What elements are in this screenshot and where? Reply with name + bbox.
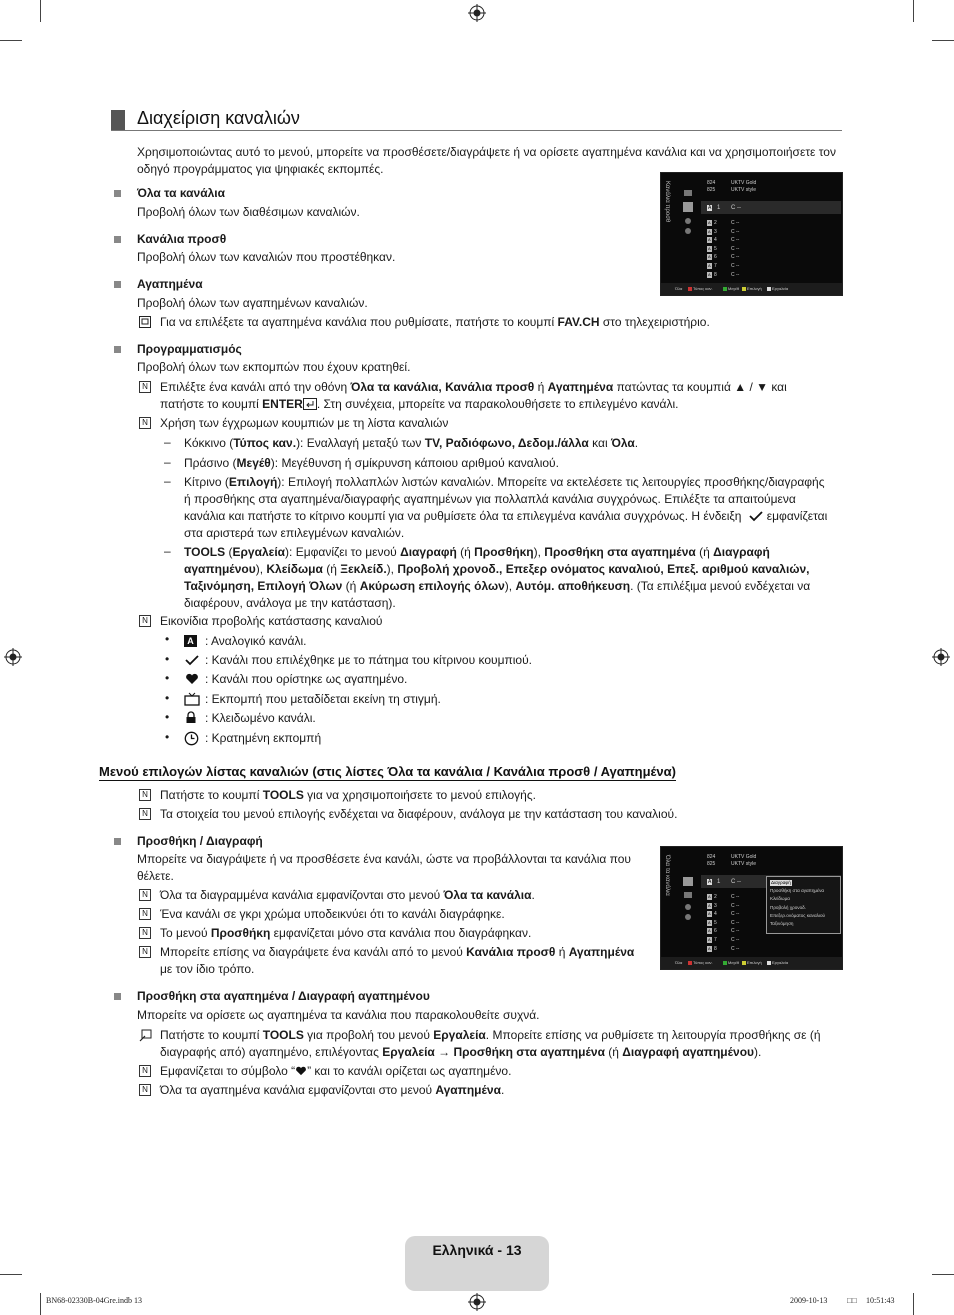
legend-tv: : Εκπομπή που μεταδίδεται εκείνη τη στιγμή. bbox=[205, 692, 441, 706]
screen-tools-menu-item: Προβολή χρονοδ. bbox=[770, 904, 806, 910]
lock-icon bbox=[185, 711, 197, 724]
screen-channel-name: C -- bbox=[731, 254, 740, 261]
tools-note-icon bbox=[139, 1029, 152, 1042]
screen-channel-name: UKTV Gold bbox=[731, 180, 757, 186]
screen-tools-menu-item: Ταξινόμηση bbox=[770, 921, 794, 926]
title-underline bbox=[111, 130, 842, 131]
print-date: 2009-10-13 bbox=[790, 1296, 828, 1305]
tv-icon bbox=[184, 692, 200, 706]
tv-screen-channel-list bbox=[660, 172, 843, 296]
legend-check: : Κανάλι που επιλέχθηκε με το πάτημα του κίτρινου κουμπιού. bbox=[205, 653, 533, 667]
screen-bottom-label: Εργαλεία bbox=[772, 960, 789, 965]
registration-mark-icon bbox=[932, 648, 950, 666]
screen-tools-popup bbox=[766, 876, 841, 934]
section-heading-all: Όλα τα κανάλια bbox=[137, 186, 225, 200]
screen-channel-number: 825 bbox=[707, 187, 716, 193]
screen-color-key-icon bbox=[723, 287, 727, 291]
screen-bottom-label: Τύπος καν. bbox=[693, 286, 713, 291]
screen-channel-number: 5 bbox=[714, 919, 717, 926]
dash-bullet: – bbox=[164, 474, 171, 488]
section-heading-addfav: Προσθήκη στα αγαπημένα / Διαγραφή αγαπημένου bbox=[137, 989, 430, 1003]
addfav-note-3: Όλα τα αγαπημένα κανάλια εμφανίζονται στο μενού Αγαπημένα. bbox=[160, 1083, 505, 1097]
print-time: 10:51:43 bbox=[866, 1296, 895, 1305]
screen-channel-name: C -- bbox=[731, 205, 741, 211]
sched-note-1: Επιλέξτε ένα κανάλι από την οθόνη Όλα τα κανάλια, Κανάλια προσθ ή Αγαπημένα πατώντας τα κουμπιά ▲ / ▼ και bbox=[160, 380, 787, 394]
screen-bottom-label: Μεγέθ bbox=[728, 286, 740, 291]
legend-clock: : Κρατημένη εκπομπή bbox=[205, 731, 322, 745]
screen-channel-number: 3 bbox=[714, 902, 717, 909]
screen-color-key-icon bbox=[742, 961, 746, 965]
screen-bottom-label: Μεγέθ bbox=[728, 960, 740, 965]
legend-heart: : Κανάλι που ορίστηκε ως αγαπημένο. bbox=[205, 672, 408, 686]
screen-channel-number: 825 bbox=[707, 861, 716, 867]
screen-side-label: Κανάλια προσθ bbox=[664, 181, 670, 223]
crop-mark bbox=[913, 1293, 914, 1315]
adddel-note-4: Μπορείτε επίσης να διαγράψετε ένα κανάλι από το μενού Κανάλια προσθ ή Αγαπημένα bbox=[160, 945, 635, 959]
section-heading-sched: Προγραμματισμός bbox=[137, 342, 242, 356]
screen-channel-name: UKTV style bbox=[731, 861, 757, 867]
screen-analog-badge: A bbox=[708, 902, 711, 908]
note-icon: N bbox=[139, 808, 151, 820]
screen-tools-menu-item: Προσθήκη στα αγαπημένα bbox=[770, 888, 825, 894]
dot-bullet: • bbox=[165, 710, 170, 724]
note-icon: N bbox=[139, 927, 151, 939]
adddel-text-2: θέλετε. bbox=[137, 869, 174, 883]
dot-bullet: • bbox=[165, 691, 170, 705]
sched-note-1-cont: πατήστε το κουμπί ENTER . Στη συνέχεια, μπορείτε να παρακολουθήσετε το επιλεγμένο κανάλι. bbox=[160, 397, 679, 411]
enter-icon bbox=[303, 398, 317, 410]
options-note-2: Τα στοιχεία του μενού επιλογής ενδέχεται να διαφέρουν, ανάλογα με την κατάσταση του καναλιού. bbox=[160, 807, 678, 821]
screen-channel-number: 4 bbox=[714, 911, 717, 918]
note-icon: N bbox=[139, 381, 151, 393]
screen-channel-number: 8 bbox=[714, 945, 717, 952]
clock-icon bbox=[184, 731, 199, 746]
screen-channel-name: C -- bbox=[731, 271, 740, 278]
screen-bottom-label: Εργαλεία bbox=[772, 286, 789, 291]
bullet-square bbox=[114, 190, 121, 197]
screen-channel-name: C -- bbox=[731, 228, 740, 235]
screen-selected-row bbox=[701, 201, 841, 214]
screen-channel-name: C -- bbox=[731, 894, 740, 900]
registration-mark-icon bbox=[468, 1293, 486, 1311]
screen-channel-number: 6 bbox=[714, 928, 717, 935]
yellow-button-desc: Κίτρινο (Επιλογή): Επιλογή πολλαπλών λιστών καναλιών. Μπορείτε να εκτελέσετε τις λειτουργίες προσθήκης/διαγραφής bbox=[184, 475, 825, 489]
screen-channel-number: 2 bbox=[714, 220, 717, 226]
screen-analog-badge: A bbox=[708, 945, 711, 951]
remote-button-icon bbox=[139, 316, 151, 328]
dot-bullet: • bbox=[165, 652, 170, 666]
screen-bottom-bar bbox=[661, 283, 842, 295]
fav-note: Για να επιλέξετε τα αγαπημένα κανάλια που ρυθμίσατε, πατήστε το κουμπί FAV.CH στο τηλεχειριστήριο. bbox=[160, 315, 710, 329]
yellow-button-desc-2: ή προσθήκης στα αγαπημένα/διαγραφής αγαπημένων για πολλαπλά κανάλια συγχρόνως. Επιλέξτε τα απαιτούμενα bbox=[184, 492, 796, 506]
note-icon: N bbox=[139, 1065, 151, 1077]
screen-channel-number: 7 bbox=[714, 263, 717, 269]
screen-color-key-icon bbox=[688, 961, 692, 965]
screen-channel-number: 3 bbox=[714, 228, 717, 235]
bullet-square bbox=[114, 838, 121, 845]
tools-desc-4: διαφέρουν, ανάλογα με την κατάσταση). bbox=[184, 596, 396, 610]
note-icon: N bbox=[139, 1084, 151, 1096]
red-button-desc: Κόκκινο (Τύπος καν.): Εναλλαγή μεταξύ των TV, Ραδιόφωνο, Δεδομ./άλλα και Όλα. bbox=[184, 436, 639, 450]
screen-analog-badge: A bbox=[708, 228, 711, 234]
bullet-square bbox=[114, 346, 121, 353]
screen-analog-badge: A bbox=[708, 205, 712, 211]
section-heading-adddel: Προσθήκη / Διαγραφή bbox=[137, 834, 263, 848]
note-icon: N bbox=[139, 615, 151, 627]
screen-bottom-label: Τύπος καν. bbox=[693, 960, 713, 965]
adddel-note-3: Το μενού Προσθήκη εμφανίζεται μόνο στα κανάλια που διαγράφηκαν. bbox=[160, 926, 532, 940]
screen-tools-menu-item: Κλείδωμα bbox=[770, 896, 790, 902]
screen-analog-badge: A bbox=[708, 879, 712, 885]
screen-channel-number: 824 bbox=[707, 854, 716, 860]
screen-channel-number: 1 bbox=[717, 205, 721, 211]
dot-bullet: • bbox=[165, 730, 170, 744]
check-icon bbox=[184, 654, 200, 666]
screen-channel-name: C -- bbox=[731, 237, 740, 244]
screen-channel-name: C -- bbox=[731, 263, 740, 269]
yellow-button-desc-4: στα αριστερά των επιλεγμένων καναλιών. bbox=[184, 526, 405, 540]
note-icon: N bbox=[139, 946, 151, 958]
dot-bullet: • bbox=[165, 632, 170, 646]
screen-color-key-icon bbox=[767, 961, 771, 965]
screen-icon-column bbox=[681, 188, 695, 240]
screen-channel-name: UKTV style bbox=[731, 187, 757, 193]
legend-analog: : Αναλογικό κανάλι. bbox=[205, 634, 307, 648]
screen-analog-badge: A bbox=[708, 919, 711, 925]
addfav-note-1: Πατήστε το κουμπί TOOLS για προβολή του μενού Εργαλεία. Μπορείτε επίσης να ρυθμίσετε τη λειτουργία προσθήκης σε (ή bbox=[160, 1028, 821, 1042]
screen-analog-badge: A bbox=[708, 237, 711, 243]
screen-channel-number: 4 bbox=[714, 237, 717, 244]
sched-note-3: Εικονίδια προβολής κατάστασης καναλιού bbox=[160, 614, 383, 628]
crop-mark bbox=[40, 0, 41, 22]
crop-mark bbox=[913, 0, 914, 22]
check-icon bbox=[748, 510, 764, 522]
print-boxes: □□ bbox=[847, 1296, 857, 1305]
screen-channel-number: 6 bbox=[714, 254, 717, 261]
screen-channel-number: 7 bbox=[714, 937, 717, 943]
legend-lock: : Κλειδωμένο κανάλι. bbox=[205, 711, 316, 725]
note-icon: N bbox=[139, 889, 151, 901]
screen-channel-name: C -- bbox=[731, 220, 740, 226]
screen-tools-menu-item: Επεξερ.ονόματος καναλιού bbox=[770, 912, 826, 918]
tools-desc-2: αγαπημένου), Κλείδωμα (ή Ξεκλείδ.), Προβολή χρονοδ., Επεξερ ονόματος καναλιού, Επεξ. αριθμού καναλιών, bbox=[184, 562, 810, 576]
screen-analog-badge: A bbox=[708, 271, 711, 277]
screen-channel-name: C -- bbox=[731, 879, 741, 885]
dash-bullet: – bbox=[164, 544, 171, 558]
screen-bottom-label: Επιλογή bbox=[747, 286, 762, 291]
screen-analog-badge: A bbox=[708, 911, 711, 917]
crop-mark bbox=[40, 1293, 41, 1315]
tools-desc-1: TOOLS (Εργαλεία): Εμφανίζει το μενού Διαγραφή (ή Προσθήκη), Προσθήκη στα αγαπημένα (ή Διαγραφή bbox=[184, 545, 770, 559]
addfav-note-1-cont: διαγραφής από) αγαπημένο, επιλέγοντας Εργαλεία → Προσθήκη στα αγαπημένα (ή Διαγραφή αγαπημένου). bbox=[160, 1045, 762, 1059]
screen-analog-badge: A bbox=[708, 894, 711, 899]
screen-channel-name: UKTV Gold bbox=[731, 854, 757, 860]
adddel-note-2: Ένα κανάλι σε γκρι χρώμα υποδεικνύει ότι το κανάλι διαγράφηκε. bbox=[160, 907, 505, 921]
intro-text: Χρησιμοποιώντας αυτό το μενού, μπορείτε να προσθέσετε/διαγράψετε ή να ορίσετε αγαπημένα κανάλια και να χρησιμοποιήσετε τον οδηγό προγράμματος για ψηφιακές εκπομπές. bbox=[137, 145, 836, 176]
screen-analog-badge: A bbox=[708, 928, 711, 934]
addfav-note-2: Εμφανίζεται το σύμβολο “ ” και το κανάλι ορίζεται ως αγαπημένο. bbox=[160, 1064, 512, 1078]
heart-icon bbox=[295, 1066, 307, 1076]
tools-desc-3: Ταξινόμηση, Επιλογή Όλων (ή Ακύρωση επιλογής όλων), Αυτόμ. αποθήκευση. (Τα επιλέξιμα μενού ενδέχεται να bbox=[184, 579, 811, 593]
title-marker bbox=[111, 110, 125, 130]
screen-channel-number: 824 bbox=[707, 180, 716, 186]
screen-channel-name: C -- bbox=[731, 937, 740, 943]
options-note-1: Πατήστε το κουμπί TOOLS για να χρησιμοποιήσετε το μενού επιλογής. bbox=[160, 788, 536, 802]
green-button-desc: Πράσινο (Μεγέθ): Μεγέθυνση ή σμίκρυνση κάποιου αριθμού καναλιού. bbox=[184, 456, 559, 470]
screen-channel-number: 1 bbox=[717, 879, 721, 885]
screen-color-key-icon bbox=[723, 961, 727, 965]
screen-color-key-icon bbox=[767, 287, 771, 291]
screen-bottom-bar bbox=[661, 957, 842, 969]
adddel-note-1: Όλα τα διαγραμμένα κανάλια εμφανίζονται στο μενού Όλα τα κανάλια. bbox=[160, 888, 535, 902]
dash-bullet: – bbox=[164, 455, 171, 469]
screen-analog-badge: A bbox=[708, 245, 711, 251]
crop-mark bbox=[932, 40, 954, 41]
screen-channel-name: C -- bbox=[731, 902, 740, 909]
yellow-button-desc-3: κανάλια και πατήστε το κίτρινο κουμπί για να ρυθμίσετε όλα τα επιλεγμένα κανάλια συγχρόνως. Η ένδειξη εμφανίζεται bbox=[184, 509, 828, 523]
screen-side-label: Όλα τα κανάλια bbox=[664, 855, 670, 896]
note-icon: N bbox=[139, 417, 151, 429]
adddel-text-1: Μπορείτε να διαγράψετε ή να προσθέσετε ένα κανάλι, ώστε να προβάλλονται τα κανάλια που bbox=[137, 852, 631, 866]
adddel-note-4-cont: με τον ίδιο τρόπο. bbox=[160, 962, 255, 976]
sched-note-2: Χρήση των έγχρωμων κουμπιών με τη λίστα καναλιών bbox=[160, 416, 449, 430]
crop-mark bbox=[932, 1274, 954, 1275]
screen-channel-name: C -- bbox=[731, 945, 740, 952]
bullet-square bbox=[114, 281, 121, 288]
page-title: Διαχείριση καναλιών bbox=[137, 108, 300, 128]
screen-bottom-label: Όλα bbox=[675, 960, 683, 965]
screen-channel-name: C -- bbox=[731, 919, 740, 926]
screen-channel-name: C -- bbox=[731, 245, 740, 252]
screen-color-key-icon bbox=[742, 287, 746, 291]
section-text-fav: Προβολή όλων των αγαπημένων καναλιών. bbox=[137, 296, 368, 310]
section-heading-added: Κανάλια προσθ bbox=[137, 232, 227, 246]
screen-channel-number: 5 bbox=[714, 245, 717, 252]
screen-analog-badge: A bbox=[708, 263, 711, 268]
analog-icon: A bbox=[184, 635, 197, 647]
section-text-added: Προβολή όλων των καναλιών που προστέθηκαν. bbox=[137, 250, 396, 264]
registration-mark-icon bbox=[4, 648, 22, 666]
screen-tools-menu-item: Διαγραφή bbox=[771, 880, 791, 885]
screen-bottom-label: Επιλογή bbox=[747, 960, 762, 965]
print-file-label: BN68-02330B-04Gre.indb 13 bbox=[46, 1296, 142, 1305]
registration-mark-icon bbox=[468, 4, 486, 22]
screen-bottom-label: Όλα bbox=[675, 286, 683, 291]
screen-channel-name: C -- bbox=[731, 928, 740, 935]
page-number: Ελληνικά - 13 bbox=[432, 1242, 522, 1258]
addfav-text: Μπορείτε να ορίσετε ως αγαπημένα τα κανάλια που παρακολουθείτε συχνά. bbox=[137, 1008, 540, 1022]
note-icon: N bbox=[139, 908, 151, 920]
screen-color-key-icon bbox=[688, 287, 692, 291]
crop-mark bbox=[0, 1274, 22, 1275]
screen-analog-badge: A bbox=[708, 937, 711, 942]
dot-bullet: • bbox=[165, 671, 170, 685]
bullet-square bbox=[114, 993, 121, 1000]
tv-screen-tools-menu bbox=[660, 846, 843, 970]
screen-icon-column bbox=[681, 875, 695, 925]
heart-icon bbox=[185, 673, 199, 685]
screen-analog-badge: A bbox=[708, 254, 711, 260]
dash-bullet: – bbox=[164, 435, 171, 449]
note-icon: N bbox=[139, 789, 151, 801]
screen-analog-badge: A bbox=[708, 220, 711, 225]
crop-mark bbox=[0, 40, 22, 41]
section-heading-fav: Αγαπημένα bbox=[137, 277, 203, 291]
screen-channel-number: 8 bbox=[714, 271, 717, 278]
bullet-square bbox=[114, 236, 121, 243]
screen-channel-name: C -- bbox=[731, 911, 740, 918]
section-text-all: Προβολή όλων των διαθέσιμων καναλιών. bbox=[137, 205, 360, 219]
screen-channel-number: 2 bbox=[714, 894, 717, 900]
options-heading: Μενού επιλογών λίστας καναλιών (στις λίστες Όλα τα κανάλια / Κανάλια προσθ / Αγαπημένα) bbox=[99, 764, 676, 779]
section-text-sched: Προβολή όλων των εκπομπών που έχουν κρατηθεί. bbox=[137, 360, 411, 374]
